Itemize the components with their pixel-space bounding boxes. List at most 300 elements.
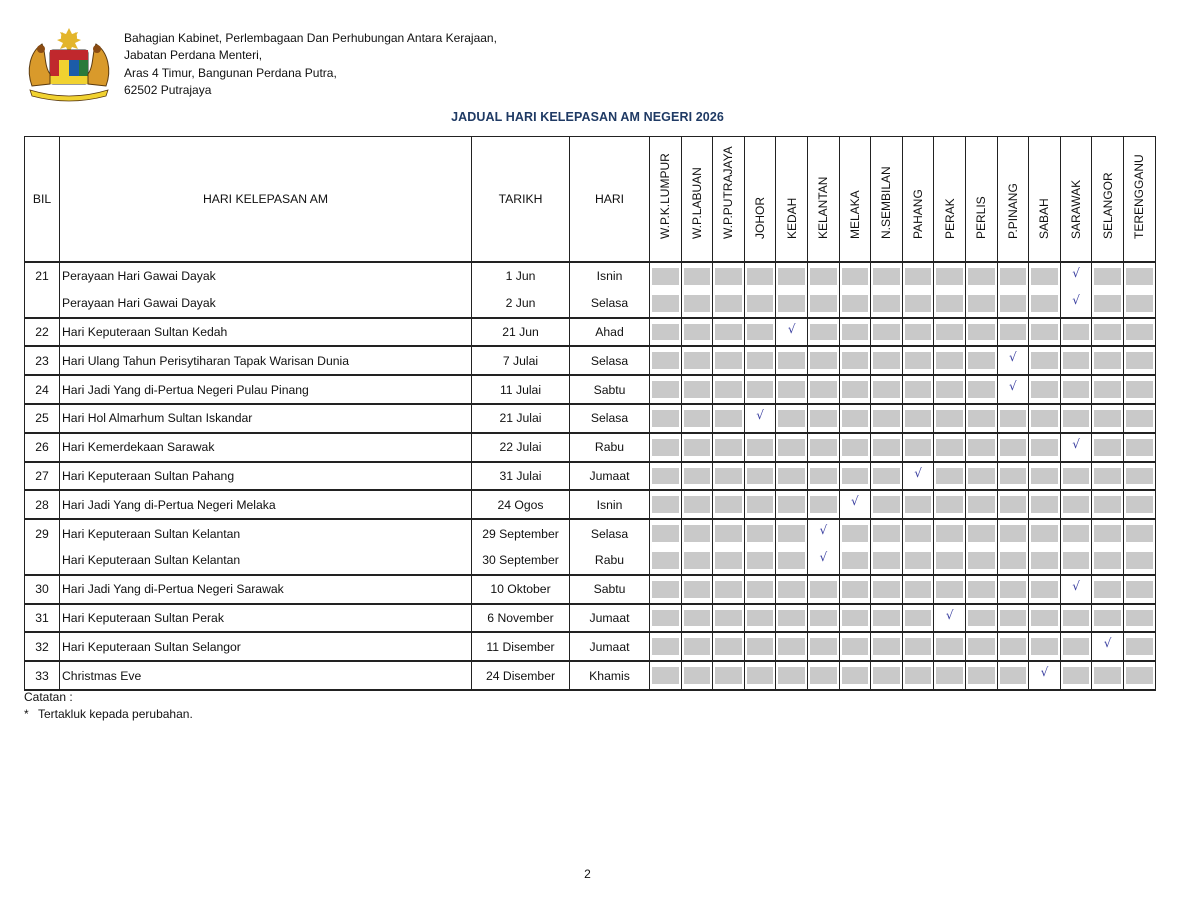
shaded-cell	[747, 295, 774, 312]
shaded-cell	[1063, 381, 1090, 398]
shaded-cell	[873, 525, 900, 542]
table-row	[25, 318, 1156, 347]
state-cell	[902, 547, 934, 575]
shaded-cell	[842, 610, 869, 627]
row-holiday-name: Perayaan Hari Gawai Dayak	[60, 290, 472, 318]
state-cell	[997, 575, 1029, 604]
shaded-cell	[652, 638, 679, 655]
shaded-cell	[905, 295, 932, 312]
shaded-cell	[747, 268, 774, 285]
shaded-cell	[810, 268, 837, 285]
shaded-cell	[747, 352, 774, 369]
row-holiday-name: Hari Keputeraan Sultan Pahang	[60, 462, 472, 491]
state-cell	[1092, 318, 1124, 347]
shaded-cell	[873, 295, 900, 312]
shaded-cell	[652, 468, 679, 485]
state-cell	[1060, 346, 1092, 375]
state-cell	[807, 490, 839, 519]
state-cell	[1060, 433, 1092, 462]
state-cell	[965, 490, 997, 519]
state-cell	[934, 290, 966, 318]
state-cell	[1060, 604, 1092, 633]
state-cell	[650, 262, 682, 290]
state-cell	[650, 346, 682, 375]
shaded-cell	[684, 381, 711, 398]
table-row	[25, 661, 1156, 690]
shaded-cell	[1126, 410, 1153, 427]
shaded-cell	[1126, 638, 1153, 655]
shaded-cell	[968, 638, 995, 655]
state-cell	[965, 290, 997, 318]
shaded-cell	[842, 525, 869, 542]
state-cell	[871, 547, 903, 575]
state-cell	[650, 575, 682, 604]
state-cell	[713, 262, 745, 290]
state-cell	[681, 346, 713, 375]
shaded-cell	[968, 610, 995, 627]
state-cell	[871, 462, 903, 491]
shaded-cell	[936, 381, 963, 398]
shaded-cell	[810, 439, 837, 456]
state-cell	[776, 632, 808, 661]
row-holiday-name: Hari Hol Almarhum Sultan Iskandar	[60, 404, 472, 433]
shaded-cell	[1031, 439, 1058, 456]
state-cell	[871, 290, 903, 318]
state-cell	[965, 547, 997, 575]
state-cell	[744, 519, 776, 547]
shaded-cell	[1000, 439, 1027, 456]
shaded-cell	[1063, 410, 1090, 427]
row-date: 7 Julai	[472, 346, 570, 375]
state-cell	[681, 661, 713, 690]
shaded-cell	[778, 295, 805, 312]
state-cell	[1123, 462, 1155, 491]
col-state-label: KEDAH	[784, 197, 799, 239]
table-header-row	[25, 137, 1156, 263]
shaded-cell	[968, 468, 995, 485]
shaded-cell	[652, 581, 679, 598]
col-state-label: W.P.K.LUMPUR	[658, 153, 673, 239]
state-cell	[997, 318, 1029, 347]
state-cell	[934, 661, 966, 690]
state-cell	[681, 433, 713, 462]
shaded-cell	[1094, 610, 1121, 627]
state-cell	[681, 404, 713, 433]
shaded-cell	[1063, 468, 1090, 485]
row-holiday-name: Hari Kemerdekaan Sarawak	[60, 433, 472, 462]
shaded-cell	[936, 496, 963, 513]
row-day: Khamis	[570, 661, 650, 690]
col-bil: BIL	[25, 137, 60, 263]
state-cell	[839, 404, 871, 433]
shaded-cell	[1126, 496, 1153, 513]
shaded-cell	[778, 581, 805, 598]
shaded-cell	[684, 610, 711, 627]
state-cell	[744, 318, 776, 347]
shaded-cell	[1031, 381, 1058, 398]
col-state-label: PERAK	[942, 198, 957, 239]
state-cell	[1029, 575, 1061, 604]
state-cell	[1123, 490, 1155, 519]
shaded-cell	[1126, 381, 1153, 398]
state-cell	[1060, 632, 1092, 661]
col-state-label: N.SEMBILAN	[879, 166, 894, 239]
shaded-cell	[1094, 496, 1121, 513]
state-cell	[650, 632, 682, 661]
shaded-cell	[715, 667, 742, 684]
shaded-cell	[810, 324, 837, 341]
state-cell	[744, 290, 776, 318]
page-number: 2	[584, 867, 591, 881]
state-cell	[839, 375, 871, 404]
shaded-cell	[968, 295, 995, 312]
col-state	[713, 137, 745, 263]
state-cell	[1060, 404, 1092, 433]
state-cell	[1060, 318, 1092, 347]
state-cell	[871, 575, 903, 604]
state-cell	[965, 575, 997, 604]
col-state-label: KELANTAN	[816, 176, 831, 239]
shaded-cell	[1000, 552, 1027, 569]
shaded-cell	[842, 468, 869, 485]
row-day: Sabtu	[570, 375, 650, 404]
state-cell	[871, 661, 903, 690]
state-cell	[997, 604, 1029, 633]
tick-mark: √	[819, 549, 828, 564]
state-cell	[902, 433, 934, 462]
shaded-cell	[1094, 381, 1121, 398]
col-state	[681, 137, 713, 263]
shaded-cell	[715, 525, 742, 542]
state-cell	[871, 404, 903, 433]
shaded-cell	[842, 295, 869, 312]
shaded-cell	[1063, 552, 1090, 569]
row-bil	[25, 547, 60, 575]
shaded-cell	[1063, 610, 1090, 627]
col-state	[744, 137, 776, 263]
shaded-cell	[936, 295, 963, 312]
row-bil	[25, 290, 60, 318]
shaded-cell	[1094, 352, 1121, 369]
state-cell	[902, 490, 934, 519]
state-cell	[1092, 262, 1124, 290]
notes-heading: Catatan :	[24, 690, 73, 704]
shaded-cell	[684, 439, 711, 456]
tick-mark: √	[945, 607, 954, 622]
shaded-cell	[684, 468, 711, 485]
shaded-cell	[968, 324, 995, 341]
state-cell	[681, 632, 713, 661]
col-state	[1060, 137, 1092, 263]
col-state-label: PERLIS	[974, 196, 989, 239]
shaded-cell	[1126, 667, 1153, 684]
state-cell	[1029, 290, 1061, 318]
shaded-cell	[1031, 410, 1058, 427]
state-cell	[1029, 519, 1061, 547]
state-cell	[839, 575, 871, 604]
state-cell	[713, 462, 745, 491]
shaded-cell	[810, 410, 837, 427]
state-cell	[1123, 661, 1155, 690]
state-cell	[681, 604, 713, 633]
shaded-cell	[1126, 439, 1153, 456]
shaded-cell	[842, 581, 869, 598]
state-cell	[839, 290, 871, 318]
state-cell	[1123, 375, 1155, 404]
state-cell	[1029, 375, 1061, 404]
state-cell	[1029, 318, 1061, 347]
shaded-cell	[652, 496, 679, 513]
shaded-cell	[810, 581, 837, 598]
row-date: 11 Julai	[472, 375, 570, 404]
row-bil: 30	[25, 575, 60, 604]
col-state	[965, 137, 997, 263]
shaded-cell	[905, 439, 932, 456]
shaded-cell	[715, 439, 742, 456]
tick-mark: √	[1103, 636, 1112, 651]
shaded-cell	[810, 468, 837, 485]
state-cell	[839, 632, 871, 661]
state-cell	[713, 318, 745, 347]
state-cell	[1029, 262, 1061, 290]
shaded-cell	[652, 667, 679, 684]
row-bil: 27	[25, 462, 60, 491]
shaded-cell	[968, 525, 995, 542]
state-cell	[1029, 604, 1061, 633]
table-row	[25, 462, 1156, 491]
state-cell	[1092, 604, 1124, 633]
state-cell	[713, 575, 745, 604]
state-cell	[934, 490, 966, 519]
state-cell	[776, 462, 808, 491]
state-cell	[839, 547, 871, 575]
shaded-cell	[1094, 468, 1121, 485]
state-cell	[1123, 404, 1155, 433]
shaded-cell	[1000, 496, 1027, 513]
row-day: Selasa	[570, 519, 650, 547]
state-cell	[871, 519, 903, 547]
shaded-cell	[652, 552, 679, 569]
state-cell	[1123, 346, 1155, 375]
shaded-cell	[905, 638, 932, 655]
state-cell	[965, 404, 997, 433]
shaded-cell	[652, 610, 679, 627]
shaded-cell	[1094, 439, 1121, 456]
shaded-cell	[747, 468, 774, 485]
address-line-3: Aras 4 Timur, Bangunan Perdana Putra,	[124, 65, 337, 80]
state-cell	[902, 661, 934, 690]
shaded-cell	[747, 610, 774, 627]
row-date: 30 September	[472, 547, 570, 575]
state-cell	[744, 433, 776, 462]
state-cell	[713, 519, 745, 547]
state-cell	[997, 462, 1029, 491]
state-cell	[744, 462, 776, 491]
tick-mark: √	[756, 407, 764, 422]
state-cell	[965, 375, 997, 404]
state-cell	[776, 604, 808, 633]
state-cell	[807, 262, 839, 290]
tick-mark: √	[819, 523, 828, 538]
state-cell	[1123, 318, 1155, 347]
shaded-cell	[1000, 468, 1027, 485]
address-line-4: 62502 Putrajaya	[124, 83, 212, 98]
state-cell	[839, 490, 871, 519]
col-state-label: TERENGGANU	[1132, 154, 1147, 239]
col-state	[1092, 137, 1124, 263]
state-cell	[902, 462, 934, 491]
state-cell	[776, 661, 808, 690]
state-cell	[1060, 375, 1092, 404]
state-cell	[1092, 632, 1124, 661]
shaded-cell	[873, 581, 900, 598]
state-cell	[871, 375, 903, 404]
state-cell	[807, 661, 839, 690]
shaded-cell	[715, 610, 742, 627]
state-cell	[681, 575, 713, 604]
shaded-cell	[778, 496, 805, 513]
shaded-cell	[810, 667, 837, 684]
shaded-cell	[1031, 638, 1058, 655]
row-bil: 33	[25, 661, 60, 690]
row-day: Selasa	[570, 404, 650, 433]
shaded-cell	[715, 268, 742, 285]
state-cell	[1092, 290, 1124, 318]
col-state-label: SELANGOR	[1100, 172, 1115, 239]
shaded-cell	[684, 581, 711, 598]
state-cell	[934, 375, 966, 404]
state-cell	[1123, 519, 1155, 547]
shaded-cell	[1126, 468, 1153, 485]
col-tarikh: TARIKH	[472, 137, 570, 263]
shaded-cell	[873, 496, 900, 513]
document-title: JADUAL HARI KELEPASAN AM NEGERI 2026	[451, 110, 724, 124]
state-cell	[965, 262, 997, 290]
row-date: 11 Disember	[472, 632, 570, 661]
state-cell	[807, 433, 839, 462]
shaded-cell	[1063, 638, 1090, 655]
shaded-cell	[1031, 268, 1058, 285]
shaded-cell	[1094, 295, 1121, 312]
shaded-cell	[936, 468, 963, 485]
state-cell	[902, 519, 934, 547]
state-cell	[713, 661, 745, 690]
shaded-cell	[1031, 552, 1058, 569]
state-cell	[744, 604, 776, 633]
shaded-cell	[747, 581, 774, 598]
state-cell	[776, 519, 808, 547]
shaded-cell	[778, 610, 805, 627]
shaded-cell	[842, 638, 869, 655]
shaded-cell	[778, 439, 805, 456]
col-state	[871, 137, 903, 263]
shaded-cell	[652, 439, 679, 456]
shaded-cell	[747, 324, 774, 341]
shaded-cell	[905, 324, 932, 341]
state-cell	[744, 375, 776, 404]
shaded-cell	[778, 552, 805, 569]
shaded-cell	[905, 667, 932, 684]
state-cell	[1029, 661, 1061, 690]
shaded-cell	[842, 381, 869, 398]
table-row	[25, 604, 1156, 633]
col-state-label: JOHOR	[753, 197, 768, 239]
shaded-cell	[842, 410, 869, 427]
col-state	[997, 137, 1029, 263]
shaded-cell	[1000, 581, 1027, 598]
state-cell	[934, 547, 966, 575]
shaded-cell	[873, 667, 900, 684]
shaded-cell	[1000, 638, 1027, 655]
shaded-cell	[810, 496, 837, 513]
row-bil: 32	[25, 632, 60, 661]
state-cell	[965, 632, 997, 661]
state-cell	[744, 632, 776, 661]
state-cell	[776, 547, 808, 575]
tick-mark: √	[787, 321, 796, 336]
shaded-cell	[1000, 324, 1027, 341]
shaded-cell	[747, 638, 774, 655]
shaded-cell	[1000, 268, 1027, 285]
state-cell	[776, 290, 808, 318]
row-holiday-name: Hari Keputeraan Sultan Selangor	[60, 632, 472, 661]
shaded-cell	[905, 552, 932, 569]
state-cell	[997, 262, 1029, 290]
shaded-cell	[747, 525, 774, 542]
shaded-cell	[1094, 268, 1121, 285]
shaded-cell	[1063, 525, 1090, 542]
shaded-cell	[905, 610, 932, 627]
row-holiday-name: Hari Keputeraan Sultan Perak	[60, 604, 472, 633]
state-cell	[1029, 490, 1061, 519]
state-cell	[650, 375, 682, 404]
state-cell	[713, 547, 745, 575]
shaded-cell	[873, 610, 900, 627]
shaded-cell	[715, 496, 742, 513]
shaded-cell	[715, 324, 742, 341]
shaded-cell	[1094, 410, 1121, 427]
state-cell	[1092, 547, 1124, 575]
table-row	[25, 575, 1156, 604]
row-holiday-name: Hari Jadi Yang di-Pertua Negeri Pulau Pinang	[60, 375, 472, 404]
shaded-cell	[652, 324, 679, 341]
state-cell	[681, 318, 713, 347]
state-cell	[902, 346, 934, 375]
state-cell	[839, 346, 871, 375]
state-cell	[744, 346, 776, 375]
state-cell	[650, 318, 682, 347]
row-bil: 24	[25, 375, 60, 404]
state-cell	[902, 290, 934, 318]
row-holiday-name: Hari Jadi Yang di-Pertua Negeri Melaka	[60, 490, 472, 519]
state-cell	[807, 575, 839, 604]
state-cell	[902, 575, 934, 604]
row-day: Isnin	[570, 262, 650, 290]
shaded-cell	[1094, 324, 1121, 341]
col-state	[902, 137, 934, 263]
row-holiday-name: Christmas Eve	[60, 661, 472, 690]
state-cell	[997, 661, 1029, 690]
state-cell	[650, 519, 682, 547]
shaded-cell	[747, 439, 774, 456]
coat-of-arms-icon	[22, 26, 116, 102]
shaded-cell	[936, 581, 963, 598]
shaded-cell	[1126, 552, 1153, 569]
state-cell	[776, 575, 808, 604]
col-state	[650, 137, 682, 263]
shaded-cell	[968, 381, 995, 398]
row-day: Isnin	[570, 490, 650, 519]
